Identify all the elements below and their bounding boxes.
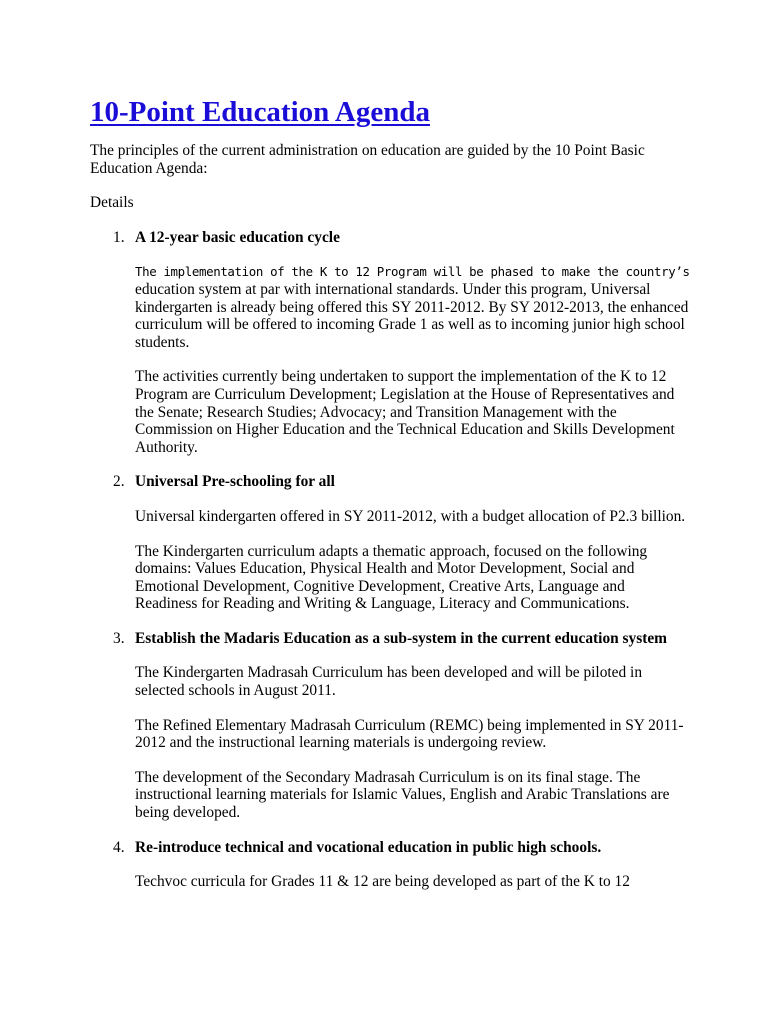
agenda-item-2 [90,473,690,613]
item-number: 4. [113,838,125,856]
item-title: Establish the Madaris Education as a sub-system in the current education system [135,629,668,647]
item-paragraph: The Kindergarten Madrasah Curriculum has been developed and will be piloted in selected schools in August 2011. [135,664,643,700]
item-paragraph: The Kindergarten curriculum adapts a thematic approach, focused on the following domains: Values Education, Physical Health and Motor Development, Social and Emotional Development, Cognitive Development, Creative Arts, Language and Readiness for Reading and Writing & Language, Literacy and Communications. [135,542,648,613]
item-paragraph-rest: education system at par with international standards. Under this program, Universal kindergarten is already being offered this SY 2011-2012. By SY 2012-2013, the enhanced curriculum will be offered to incoming Grade 1 as well as to incoming junior high school students. [135,280,689,351]
item-paragraph: The Refined Elementary Madrasah Curriculum (REMC) being implemented in SY 2011-2012 and the instructional learning materials is undergoing review. [135,716,684,752]
agenda-item-3 [90,630,690,822]
item-number: 1. [113,228,125,246]
item-paragraph-first-line: The implementation of the K to 12 Program will be phased to make the country’s [135,264,690,280]
item-title: Re-introduce technical and vocational education in public high schools. [135,838,602,856]
agenda-list [90,229,690,891]
document-page [90,92,690,908]
agenda-item-4 [90,839,690,891]
item-number: 2. [113,473,125,491]
item-paragraph: Techvoc curricula for Grades 11 & 12 are being developed as part of the K to 12 [135,873,630,891]
item-paragraph: Universal kindergarten offered in SY 2011-2012, with a budget allocation of P2.3 billion. [135,507,686,525]
intro-paragraph: The principles of the current administration on education are guided by the 10 Point Basic Education Agenda: [90,142,645,177]
item-number: 3. [113,629,125,647]
page-title[interactable] [90,92,690,132]
item-title: A 12-year basic education cycle [135,228,340,246]
item-paragraph [135,263,690,351]
item-paragraph: The development of the Secondary Madrasah Curriculum is on its final stage. The instructional learning materials for Islamic Values, English and Arabic Translations are being developed. [135,768,670,822]
agenda-item-1 [90,229,690,457]
page-title-link[interactable]: 10-Point Education Agenda [90,96,430,128]
item-title: Universal Pre-schooling for all [135,473,335,491]
details-label: Details [90,194,134,212]
item-paragraph: The activities currently being undertaken to support the implementation of the K to 12 Program are Curriculum Development; Legislation at the House of Representatives and the Senate; Research Studies; Advocacy; and Transition Management with the Commission on Higher Education and the Technical Education and Skills Development Authority. [135,368,675,456]
